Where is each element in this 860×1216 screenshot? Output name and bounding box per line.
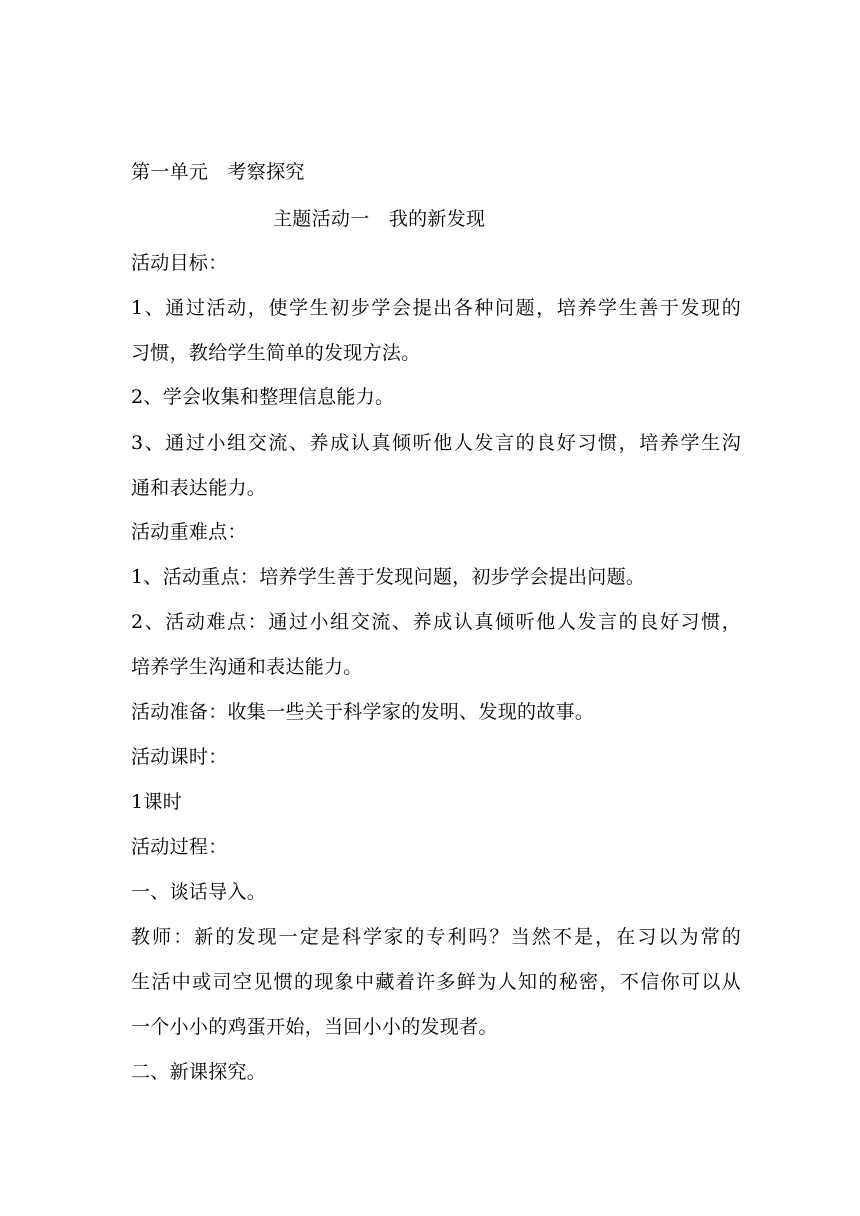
goal-1-line-2: 习惯，教给学生简单的发现方法。 [131, 342, 421, 364]
goal-3-line-2: 通和表达能力。 [131, 477, 267, 499]
process-label: 活动过程： [131, 836, 228, 858]
goals-label: 活动目标： [131, 252, 228, 274]
unit-heading: 第一单元 考察探究 [131, 161, 305, 183]
step-1-heading: 一、谈话导入。 [131, 881, 267, 903]
key-point-2-line-1: 2、活动难点：通过小组交流、养成认真倾听他人发言的良好习惯， [131, 611, 741, 633]
hours-label: 活动课时： [131, 746, 228, 768]
hours-value: 1课时 [131, 791, 182, 813]
teacher-line-2: 生活中或司空见惯的现象中藏着许多鲜为人知的秘密，不信你可以从 [131, 971, 741, 993]
teacher-line-1: 教师：新的发现一定是科学家的专利吗？当然不是，在习以为常的 [131, 926, 741, 948]
goal-1-line-1: 1、通过活动，使学生初步学会提出各种问题，培养学生善于发现的 [131, 297, 741, 319]
key-points-label: 活动重难点： [131, 521, 247, 543]
key-point-2-line-2: 培养学生沟通和表达能力。 [131, 656, 363, 678]
activity-title: 主题活动一 我的新发现 [273, 208, 486, 230]
step-2-heading: 二、新课探究。 [131, 1061, 267, 1083]
goal-2: 2、学会收集和整理信息能力。 [131, 386, 395, 408]
teacher-line-3: 一个小小的鸡蛋开始，当回小小的发现者。 [131, 1016, 498, 1038]
preparation: 活动准备：收集一些关于科学家的发明、发现的故事。 [131, 701, 595, 723]
key-point-1: 1、活动重点：培养学生善于发现问题，初步学会提出问题。 [131, 566, 646, 588]
goal-3-line-1: 3、通过小组交流、养成认真倾听他人发言的良好习惯，培养学生沟 [131, 432, 741, 454]
